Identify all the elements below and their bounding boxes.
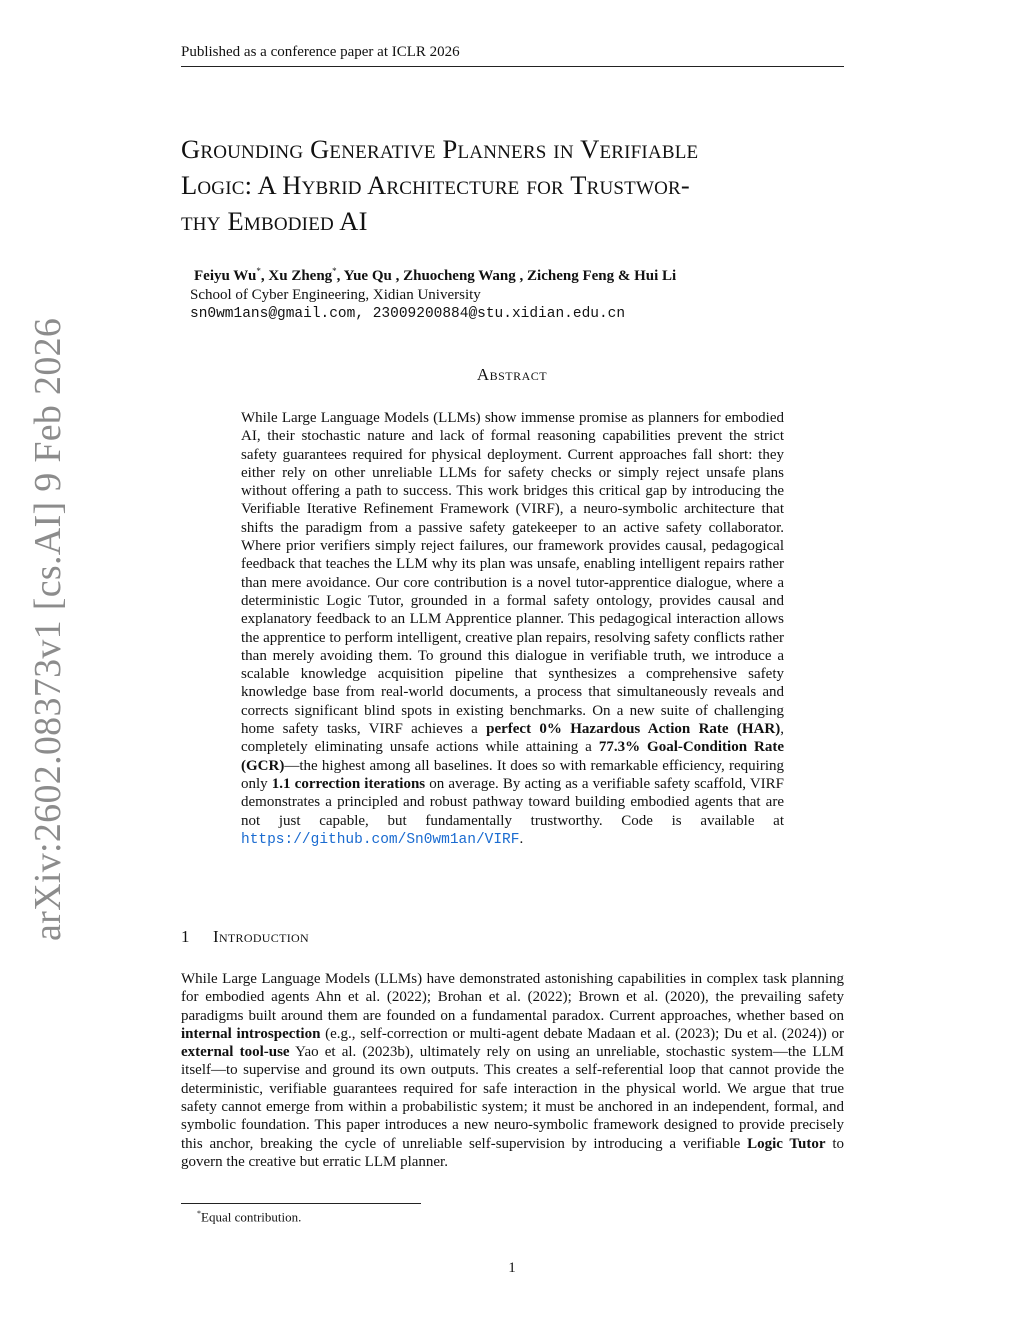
title-line-2: Logic: A Hybrid Architecture for Trustwor- xyxy=(181,170,690,200)
title-line-1: Grounding Generative Planners in Verifiable xyxy=(181,134,699,164)
author-name: Xu Zheng xyxy=(268,268,333,284)
footnote-text: Equal contribution. xyxy=(201,1209,302,1225)
section-number: 1 xyxy=(181,927,190,946)
iterations-result: 1.1 correction iterations xyxy=(271,775,426,792)
introduction-paragraph: While Large Language Models (LLMs) have demonstrated astonishing capabilities in complex task planning for embodied agents Ahn et al. (2022); Brohan et al. (2022); Brown et al. (2020), the prevailing safety paradigms built around them are founded on a fundamental paradox. Current approaches, whether based on internal introspection (e.g., self-correction or multi-agent debate Madaan et al. (2023); Du et al. (2024)) or external tool-use Yao et al. (2023b), ultimately rely on using an unreliable, stochastic system—the LLM itself—to supervise and ground its own outputs. This creates a self-referential loop that cannot provide the deterministic, verifiable guarantees required for safe interaction in the physical world. We argue that true safety cannot emerge from within a probabilistic system; it must be anchored in an independent, formal, and symbolic foundation. This paper introduces a new neuro-symbolic framework designed to provide precisely this anchor, breaking the cycle of unreliable self-supervision by introducing a verifiable Logic Tutor to govern the creative but erratic LLM planner. xyxy=(181,971,845,1170)
equal-contribution-mark: * xyxy=(256,266,261,276)
footnote xyxy=(197,1209,301,1225)
affiliation: School of Cyber Engineering, Xidian University xyxy=(190,287,481,303)
author-name: Yue Qu xyxy=(343,268,392,284)
arxiv-stamp: arXiv:2602.08373v1 [cs.AI] 9 Feb 2026 xyxy=(27,317,69,941)
har-result: perfect 0% Hazardous Action Rate (HAR) xyxy=(486,721,781,738)
section-heading-introduction xyxy=(181,927,309,947)
paper-title xyxy=(181,131,861,239)
author-name: Feiyu Wu xyxy=(194,268,257,284)
code-link[interactable]: https://github.com/Sn0wm1an/VIRF xyxy=(241,831,520,848)
section-title: Introduction xyxy=(213,927,309,946)
title-line-3: thy Embodied AI xyxy=(181,206,368,236)
abstract-text: While Large Language Models (LLMs) show immense promise as planners for embodied AI, their stochastic nature and lack of formal reasoning capabilities prevent the strict safety guarantees required for physical deployment. Current approaches fall short: they either rely on other unreliable LLMs for safety checks or simply reject unsafe plans without offering a path to success. This work bridges this critical gap by introducing the Verifiable Iterative Refinement Framework (VIRF), a neuro-symbolic architecture that shifts the paradigm from a passive safety gatekeeper to an active safety collaborator. Where prior verifiers simply reject failures, our framework provides causal, pedagogical feedback that teaches the LLM why its plan was unsafe, enabling intelligent repairs rather than mere avoidance. Our core contribution is a novel tutor-apprentice dialogue, where a deterministic Logic Tutor, grounded in a formal safety ontology, provides causal and explanatory feedback to an LLM Apprentice planner. This pedagogical interaction allows the apprentice to perform intelligent, creative plan repairs, resolving safety conflicts rather than merely avoiding them. To ground this dialogue in verifiable truth, we introduce a scalable knowledge acquisition pipeline that synthesizes a comprehensive safety knowledge base from real-world documents, a process that simultaneously reveals and corrects significant blind spots in existing benchmarks. On a new suite of challenging home safety tasks, VIRF achieves a perfect 0% Hazardous Action Rate (HAR), completely eliminating unsafe actions while attaining a 77.3% Goal-Condition Rate (GCR)—the highest among all baselines. It does so with remarkable efficiency, requiring only 1.1 correction iterations on average. By acting as a verifiable safety scaffold, VIRF demonstrates a principled and robust pathway toward building embodied agents that are not just capable, but fundamentally trustworthy. Code is available at https://github.com/Sn0wm1an/VIRF. xyxy=(241,410,785,848)
author-name: Zicheng Feng & Hui Li xyxy=(527,268,677,284)
footnote-mark: * xyxy=(197,1209,201,1218)
author-emails[interactable]: sn0wm1ans@gmail.com, 23009200884@stu.xidian.edu.cn xyxy=(190,306,626,322)
external-tool-use-term: external tool-use xyxy=(181,1044,290,1061)
footnote-rule xyxy=(181,1203,421,1204)
abstract-heading: Abstract xyxy=(476,365,548,384)
author-block xyxy=(190,262,830,323)
author-names: Feiyu Wu*, Xu Zheng*, Yue Qu , Zhuocheng Wang , Zicheng Feng & Hui Li xyxy=(194,266,677,284)
internal-introspection-term: internal introspection xyxy=(181,1025,321,1042)
running-header: Published as a conference paper at ICLR 2026 xyxy=(181,44,844,67)
author-name: Zhuocheng Wang xyxy=(403,268,516,284)
gcr-result: 77.3% Goal-Condition Rate (GCR) xyxy=(241,739,784,774)
page-number: 1 xyxy=(508,1260,516,1276)
equal-contribution-mark: * xyxy=(332,266,337,276)
logic-tutor-term: Logic Tutor xyxy=(747,1135,826,1152)
